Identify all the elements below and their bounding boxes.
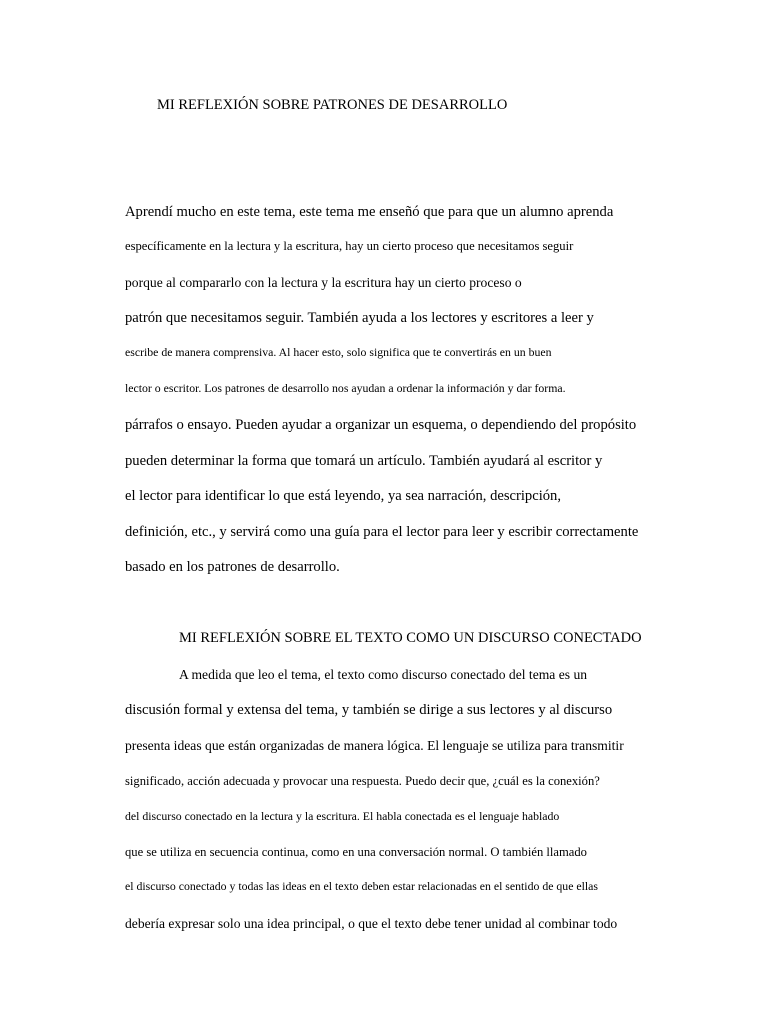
section2-line-7: el discurso conectado y todas las ideas en el texto deben estar relacionadas en el sentido de que ellas — [125, 879, 599, 893]
section1-line-5: escribe de manera comprensiva. Al hacer esto, solo significa que te convertirás en un buen — [125, 345, 552, 359]
section2-line-2: discusión formal y extensa del tema, y también se dirige a sus lectores y al discurso — [125, 702, 613, 718]
section2-line-6: que se utiliza en secuencia continua, como en una conversación normal. O también llamado — [125, 845, 587, 859]
section1-title: MI REFLEXIÓN SOBRE PATRONES DE DESARROLLO — [157, 97, 508, 113]
section2-line-3: presenta ideas que están organizadas de manera lógica. El lenguaje se utiliza para transmitir — [125, 738, 624, 753]
section1-line-7: párrafos o ensayo. Pueden ayudar a organizar un esquema, o dependiendo del propósito — [125, 417, 637, 433]
section1-line-1: Aprendí mucho en este tema, este tema me enseñó que para que un alumno aprenda — [125, 204, 614, 220]
section2-line-5: del discurso conectado en la lectura y la escritura. El habla conectada es el lenguaje hablado — [125, 809, 560, 823]
section1-line-2: específicamente en la lectura y la escritura, hay un cierto proceso que necesitamos seguir — [125, 239, 574, 253]
section1-line-3: porque al compararlo con la lectura y la escritura hay un cierto proceso o — [125, 275, 522, 290]
section2-line-1: A medida que leo el tema, el texto como discurso conectado del tema es un — [179, 667, 588, 682]
section2-line-4: significado, acción adecuada y provocar una respuesta. Puedo decir que, ¿cuál es la conexión? — [125, 774, 600, 788]
section2-title: MI REFLEXIÓN SOBRE EL TEXTO COMO UN DISCURSO CONECTADO — [179, 630, 642, 646]
section1-line-8: pueden determinar la forma que tomará un artículo. También ayudará al escritor y — [125, 453, 603, 469]
section1-line-9: el lector para identificar lo que está leyendo, ya sea narración, descripción, — [125, 488, 561, 504]
section1-line-11: basado en los patrones de desarrollo. — [125, 559, 340, 575]
section1-line-4: patrón que necesitamos seguir. También ayuda a los lectores y escritores a leer y — [125, 310, 594, 326]
section1-line-6: lector o escritor. Los patrones de desarrollo nos ayudan a ordenar la información y dar forma. — [125, 381, 566, 395]
section2-line-8: debería expresar solo una idea principal, o que el texto debe tener unidad al combinar todo — [125, 916, 618, 931]
section1-line-10: definición, etc., y servirá como una guía para el lector para leer y escribir correctamente — [125, 524, 639, 540]
